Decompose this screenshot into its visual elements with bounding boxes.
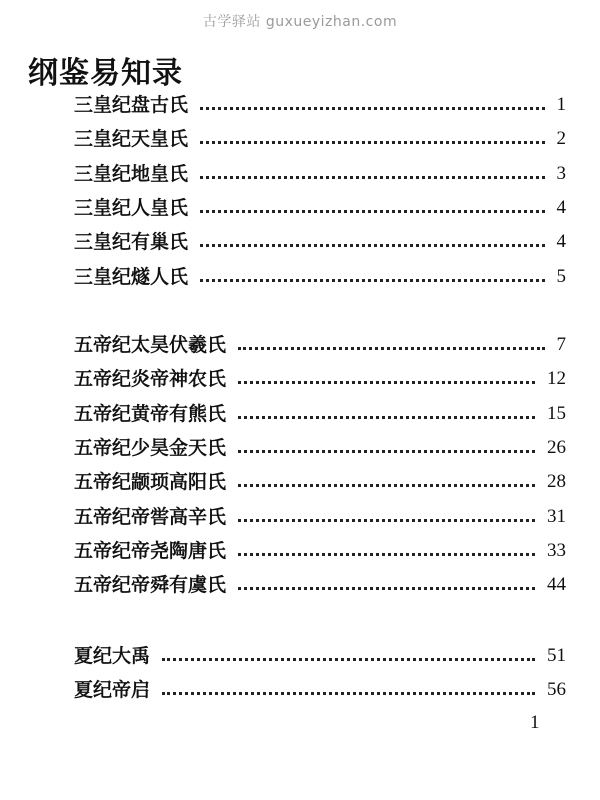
toc-entry[interactable] (0, 502, 600, 532)
toc-entry[interactable] (0, 467, 600, 497)
toc-entry-label: 三皇纪人皇氏 (74, 196, 189, 219)
toc-entry-label: 三皇纪有巢氏 (74, 231, 189, 254)
toc-entry[interactable] (0, 641, 600, 671)
toc-leader-dots (200, 210, 545, 213)
toc-entry[interactable] (0, 159, 600, 189)
toc-entry-label: 三皇纪燧人氏 (74, 265, 189, 288)
toc-entry-page: 26 (547, 436, 566, 458)
toc-entry[interactable] (0, 262, 600, 292)
toc-leader-dots (162, 692, 535, 695)
toc-entry-page: 12 (547, 368, 566, 390)
toc-entry-label: 三皇纪盘古氏 (74, 94, 189, 116)
toc-leader-dots (238, 553, 535, 556)
toc-leader-dots (238, 519, 535, 522)
toc-leader-dots (162, 658, 535, 661)
toc-entry-page: 4 (556, 231, 566, 253)
toc-entry-page: 7 (556, 334, 566, 355)
toc-leader-dots (238, 587, 535, 590)
toc-entry-label: 五帝纪帝喾高辛氏 (74, 505, 227, 528)
watermark-text: 古学驿站 guxueyizhan.com (202, 14, 398, 30)
toc-leader-dots (200, 141, 545, 144)
toc-leader-dots (238, 381, 535, 384)
toc-entry[interactable] (0, 433, 600, 463)
toc-entry-page: 3 (556, 162, 566, 184)
toc-entry[interactable] (0, 124, 600, 154)
toc-entry[interactable] (0, 570, 600, 600)
toc-entry-page: 1 (556, 94, 566, 115)
toc-entry-page: 51 (547, 645, 566, 666)
toc-entry-page: 44 (547, 574, 566, 596)
toc-entry-page: 15 (547, 402, 566, 424)
toc-entry-page: 4 (556, 196, 566, 218)
toc-leader-dots (200, 107, 545, 110)
toc-entry[interactable] (0, 675, 600, 705)
toc-leader-dots (200, 244, 545, 247)
toc-entry-label: 五帝纪炎帝神农氏 (74, 368, 227, 391)
toc-entry-label: 五帝纪太昊伏羲氏 (74, 334, 227, 356)
toc-entry-label: 五帝纪黄帝有熊氏 (74, 402, 227, 425)
toc-entry[interactable] (0, 90, 600, 120)
toc-entry[interactable] (0, 330, 600, 360)
toc-entry-label: 五帝纪少昊金天氏 (74, 436, 227, 459)
toc-entry-page: 31 (547, 505, 566, 527)
toc-leader-dots (238, 416, 535, 419)
toc-leader-dots (238, 347, 545, 350)
toc-entry-label: 三皇纪天皇氏 (74, 128, 189, 151)
toc-entry-label: 五帝纪帝舜有虞氏 (74, 574, 227, 597)
toc-entry-label: 夏纪大禹 (74, 645, 151, 667)
toc-entry-page: 33 (547, 539, 566, 561)
toc-entry[interactable] (0, 399, 600, 429)
toc-entry[interactable] (0, 364, 600, 394)
toc-entry-page: 28 (547, 471, 566, 493)
toc-entry-page: 2 (556, 128, 566, 150)
toc-entry-label: 夏纪帝启 (74, 679, 151, 702)
toc-entry-label: 五帝纪帝尧陶唐氏 (74, 539, 227, 562)
toc-entry-label: 三皇纪地皇氏 (74, 162, 189, 185)
toc-entry-page: 5 (556, 265, 566, 287)
page-title: 纲鉴易知录 (28, 56, 183, 91)
page-number: 1 (530, 712, 540, 733)
toc-entry[interactable] (0, 227, 600, 257)
toc-entry[interactable] (0, 536, 600, 566)
toc-entry-label: 五帝纪颛顼高阳氏 (74, 471, 227, 494)
toc-leader-dots (200, 279, 545, 282)
toc-leader-dots (200, 176, 545, 179)
toc-leader-dots (238, 450, 535, 453)
toc-entry-page: 56 (547, 679, 566, 701)
toc-leader-dots (238, 484, 535, 487)
toc-entry[interactable] (0, 193, 600, 223)
